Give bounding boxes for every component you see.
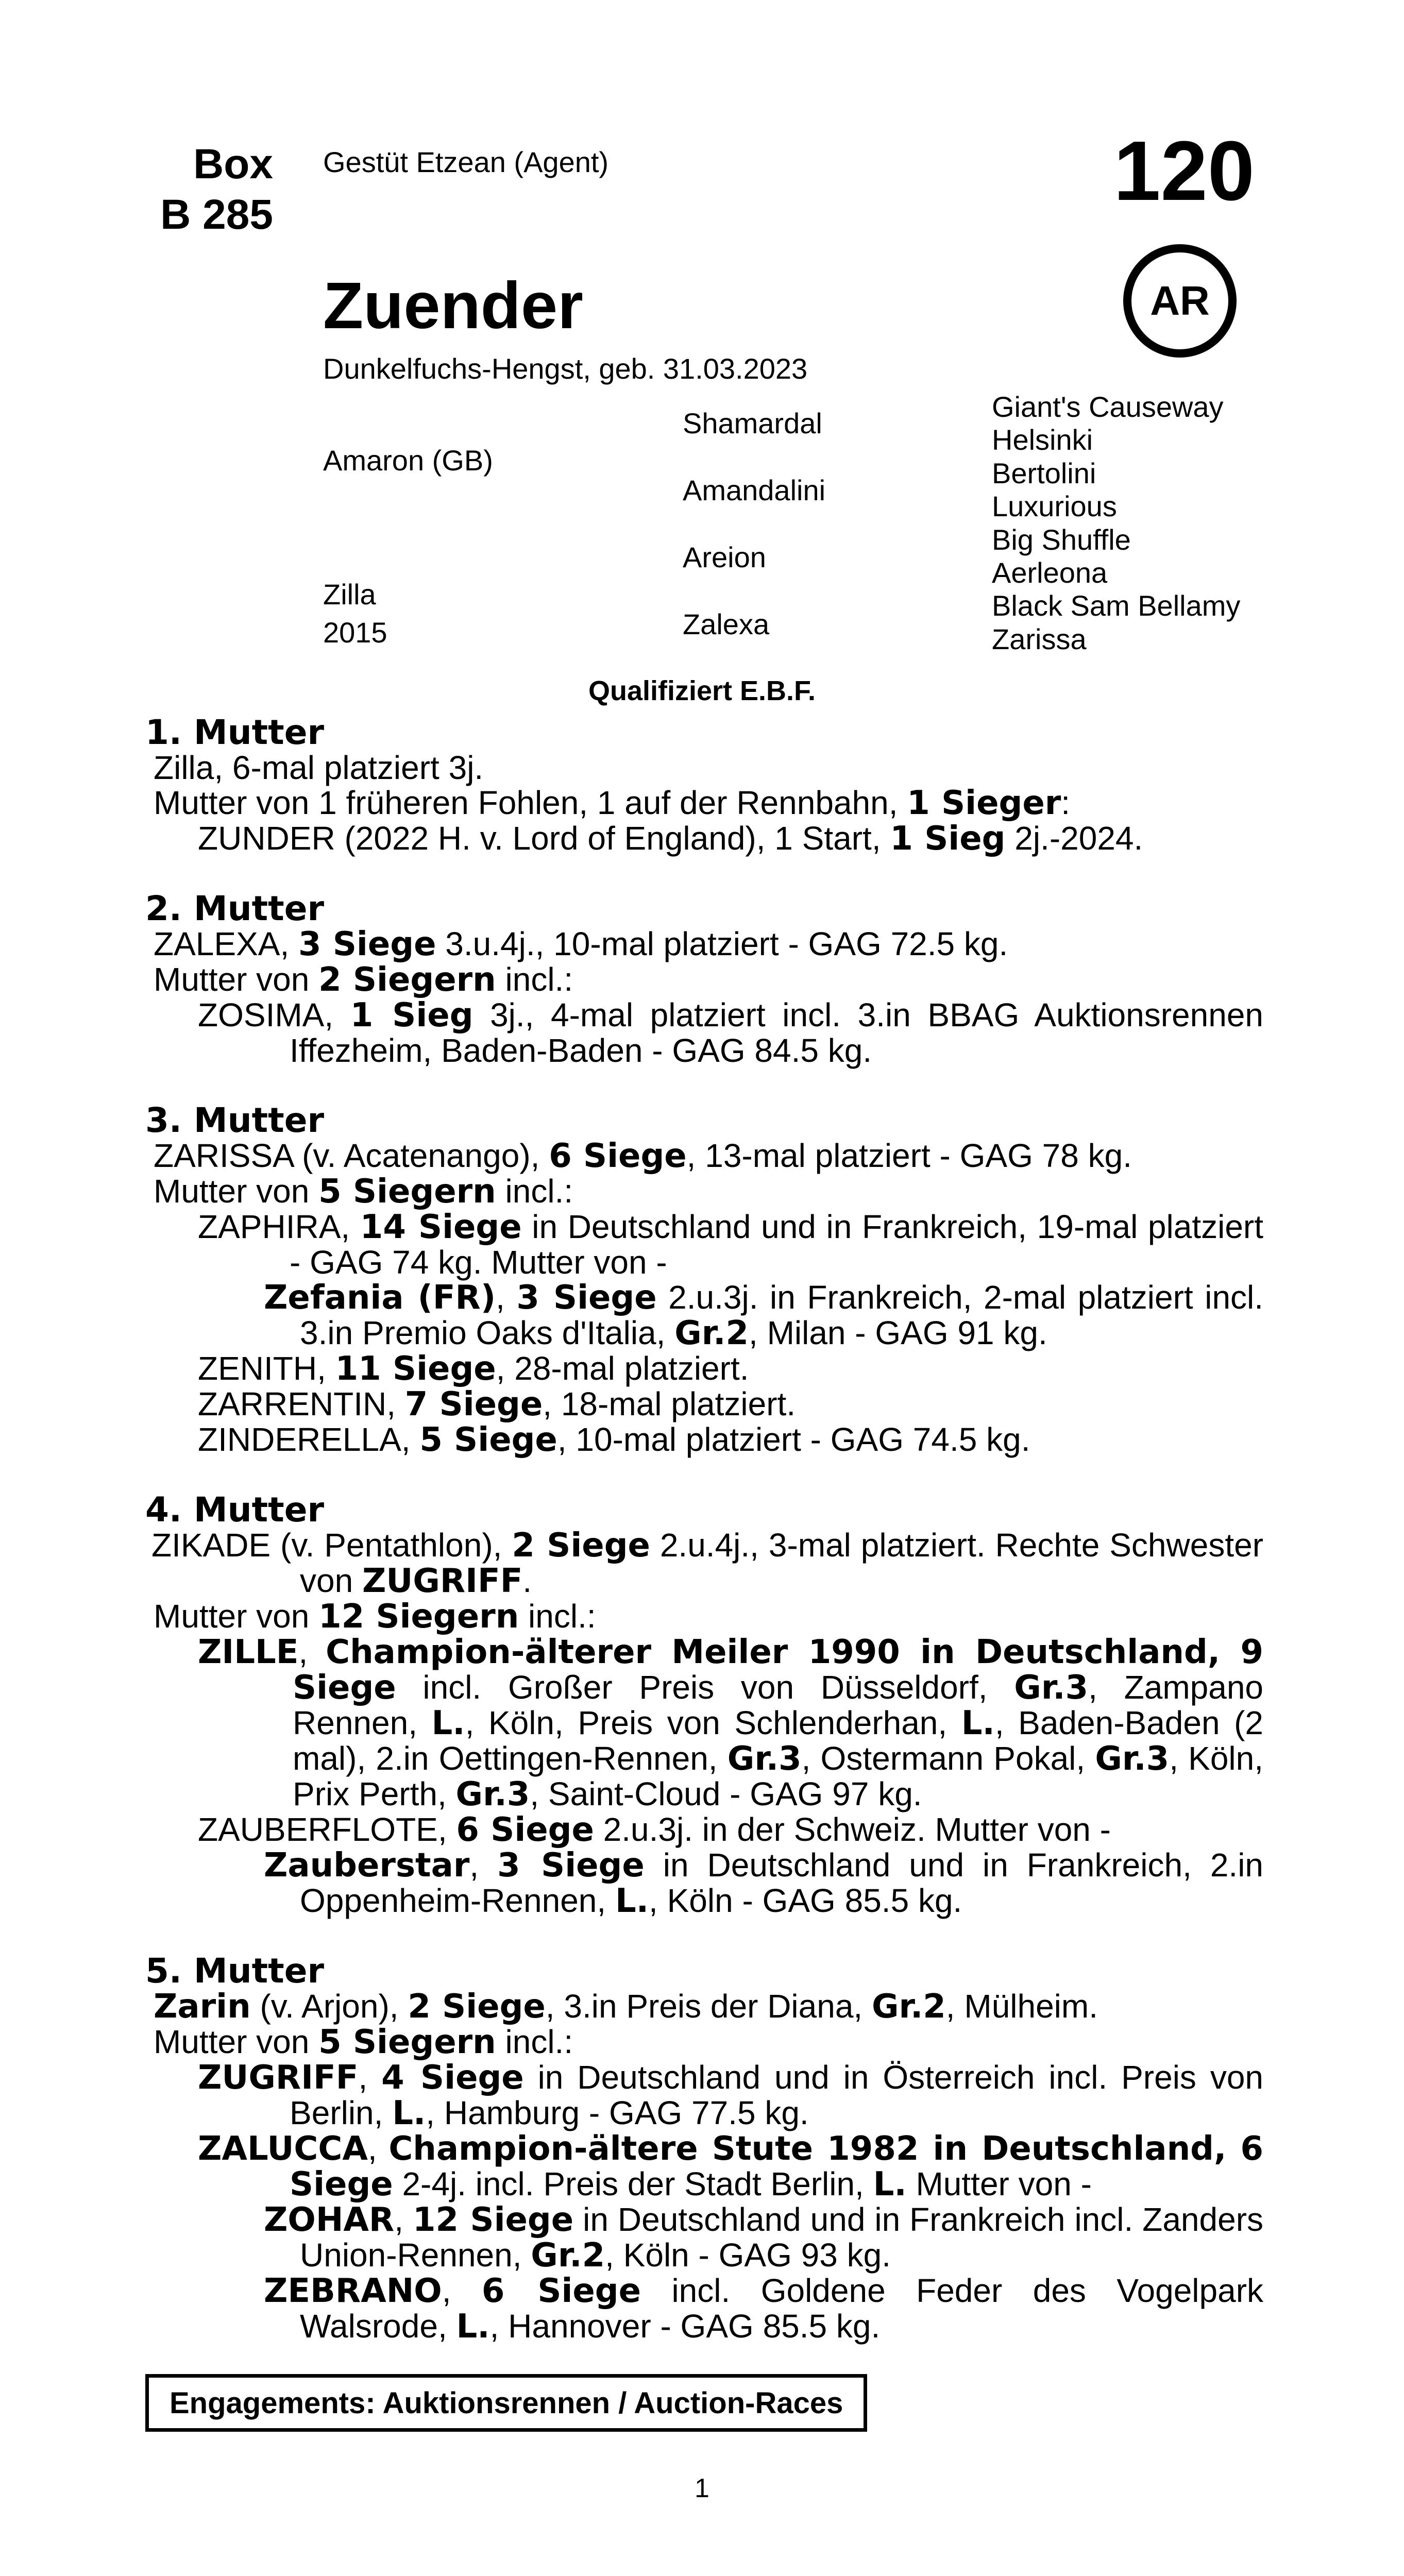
pedigree-g3-item: Zarissa [992,622,1087,655]
dam-line: ZIKADE (v. Pentathlon), 2 Siege 2.u.4j., 3-mal platziert. Rechte Schwester von ZUGRIFF. [151,1527,1264,1600]
pedigree-g3-item: Bertolini [992,456,1096,489]
section-heading: 2. Mutter [145,889,325,928]
qualification: Qualifiziert E.B.F. [588,675,816,706]
offspring-line: ZALUCCA, Champion-ältere Stute 1982 in Deutschland, 6 Siege 2-4j. incl. Preis der Stadt Berlin, L. Mutter von - [198,2130,1264,2204]
offspring-line: ZUGRIFF, 4 Siege in Deutschland und in Österreich incl. Preis von Berlin, L., Hamburg - GAG 77.5 kg. [198,2059,1263,2132]
dam-line: Zarin (v. Arjon), 2 Siege, 3.in Preis der Diana, Gr.2, Mülheim. [154,1988,1098,2026]
pedigree-g3-item: Black Sam Bellamy [992,589,1241,622]
dam-line: ZARISSA (v. Acatenango), 6 Siege, 13-mal platziert - GAG 78 kg. [154,1137,1132,1175]
offspring-line: ZAUBERFLOTE, 6 Siege 2.u.3j. in der Schweiz. Mutter von - [198,1811,1111,1849]
offspring-line: ZOHAR, 12 Siege in Deutschland und in Frankreich incl. Zanders Union-Rennen, Gr.2, Köln - GAG 93 kg. [264,2201,1263,2275]
offspring-line: ZOSIMA, 1 Sieg 3j., 4-mal platziert incl. 3.in BBAG Auktionsrennen Iffezheim, Baden-Baden - GAG 84.5 kg. [198,996,1264,1069]
pedigree-g3-item: Big Shuffle [992,523,1131,556]
ar-badge [1123,244,1237,358]
produce-line: Mutter von 2 Siegern incl.: [154,961,573,999]
pedigree-sire-sire: Shamardal [683,407,822,439]
offspring-line: ZEBRANO, 6 Siege incl. Goldene Feder des Vogelpark Walsrode, L., Hannover - GAG 85.5 kg. [264,2272,1264,2346]
dam-line: Zilla, 6-mal platziert 3j. [154,749,484,786]
engagements-box [145,2374,867,2432]
page-number: 1 [695,2473,709,2503]
produce-line: Mutter von 5 Siegern incl.: [154,1173,573,1211]
produce-line: Mutter von 1 früheren Fohlen, 1 auf der Rennbahn, 1 Sieger: [154,784,1071,822]
pedigree-g3-item: Helsinki [992,423,1093,456]
pedigree-g3-item: Giant's Causeway [992,391,1224,423]
dam-line: ZALEXA, 3 Siege 3.u.4j., 10-mal platziert - GAG 72.5 kg. [154,925,1008,963]
offspring-line: ZUNDER (2022 H. v. Lord of England), 1 Start, 1 Sieg 2j.-2024. [198,820,1143,858]
offspring-line: ZILLE, Champion-älterer Meiler 1990 in Deutschland, 9 Siege incl. Großer Preis von Düsseldorf, Gr.3, Zampano Rennen, L., Köln, Preis von Schlenderhan, L., Baden-Baden (2 mal), 2.in Oettingen-Rennen, Gr.3, Ostermann Pokal, Gr.3, Köln, Prix Perth, Gr.3, Saint-Cloud - GAG 97 kg. [198,1633,1264,1814]
section-5-mutter [145,1951,1264,2346]
pedigree-g3-item: Aerleona [992,556,1108,589]
ar-badge-label: AR [1150,278,1210,324]
dam-lines [145,715,1263,2344]
pedigree-dam: Zilla [323,578,376,611]
section-heading: 5. Mutter [145,1951,325,1991]
offspring-line: ZARRENTIN, 7 Siege, 18-mal platziert. [198,1385,796,1423]
offspring-line: ZINDERELLA, 5 Siege, 10-mal platziert - GAG 74.5 kg. [198,1421,1030,1459]
offspring-line: Zefania (FR), 3 Siege 2.u.3j. in Frankreich, 2-mal platziert incl. 3.in Premio Oaks d'Italia, Gr.2, Milan - GAG 91 kg. [264,1279,1264,1352]
box-label: Box [193,141,273,188]
section-4-mutter [145,1490,1264,1920]
offspring-line: Zauberstar, 3 Siege in Deutschland und in Frankreich, 2.in Oppenheim-Rennen, L., Köln - GAG 85.5 kg. [264,1846,1264,1920]
pedigree-dam-year: 2015 [323,616,387,649]
box-number: B 285 [160,191,273,239]
section-heading: 3. Mutter [145,1100,325,1140]
offspring-line: ZENITH, 11 Siege, 28-mal platziert. [198,1350,749,1388]
pedigree-third-generation [992,391,1240,656]
pedigree-g3-item: Luxurious [992,490,1117,523]
pedigree-dam-dam: Zalexa [683,608,770,640]
horse-description: Dunkelfuchs-Hengst, geb. 31.03.2023 [323,352,808,385]
agent: Gestüt Etzean (Agent) [323,146,609,178]
lot-number: 120 [1113,124,1255,218]
box-label-block [160,139,273,241]
pedigree-dam-sire: Areion [683,541,766,573]
section-heading: 4. Mutter [145,1490,325,1530]
section-1-mutter [145,715,1263,856]
pedigree-sire: Amaron (GB) [323,444,493,477]
pedigree-sire-dam: Amandalini [683,474,826,506]
produce-line: Mutter von 5 Siegern incl.: [154,2023,573,2061]
section-2-mutter [145,891,1263,1068]
engagements-text: Engagements: Auktionsrennen / Auction-Races [170,2386,843,2420]
produce-line: Mutter von 12 Siegern incl.: [154,1598,596,1636]
section-3-mutter [145,1100,1264,1459]
offspring-line: ZAPHIRA, 14 Siege in Deutschland und in Frankreich, 19-mal platziert - GAG 74 kg. Mutter von - [198,1208,1263,1281]
section-heading: 1. Mutter [145,713,325,752]
horse-name: Zuender [323,269,583,343]
